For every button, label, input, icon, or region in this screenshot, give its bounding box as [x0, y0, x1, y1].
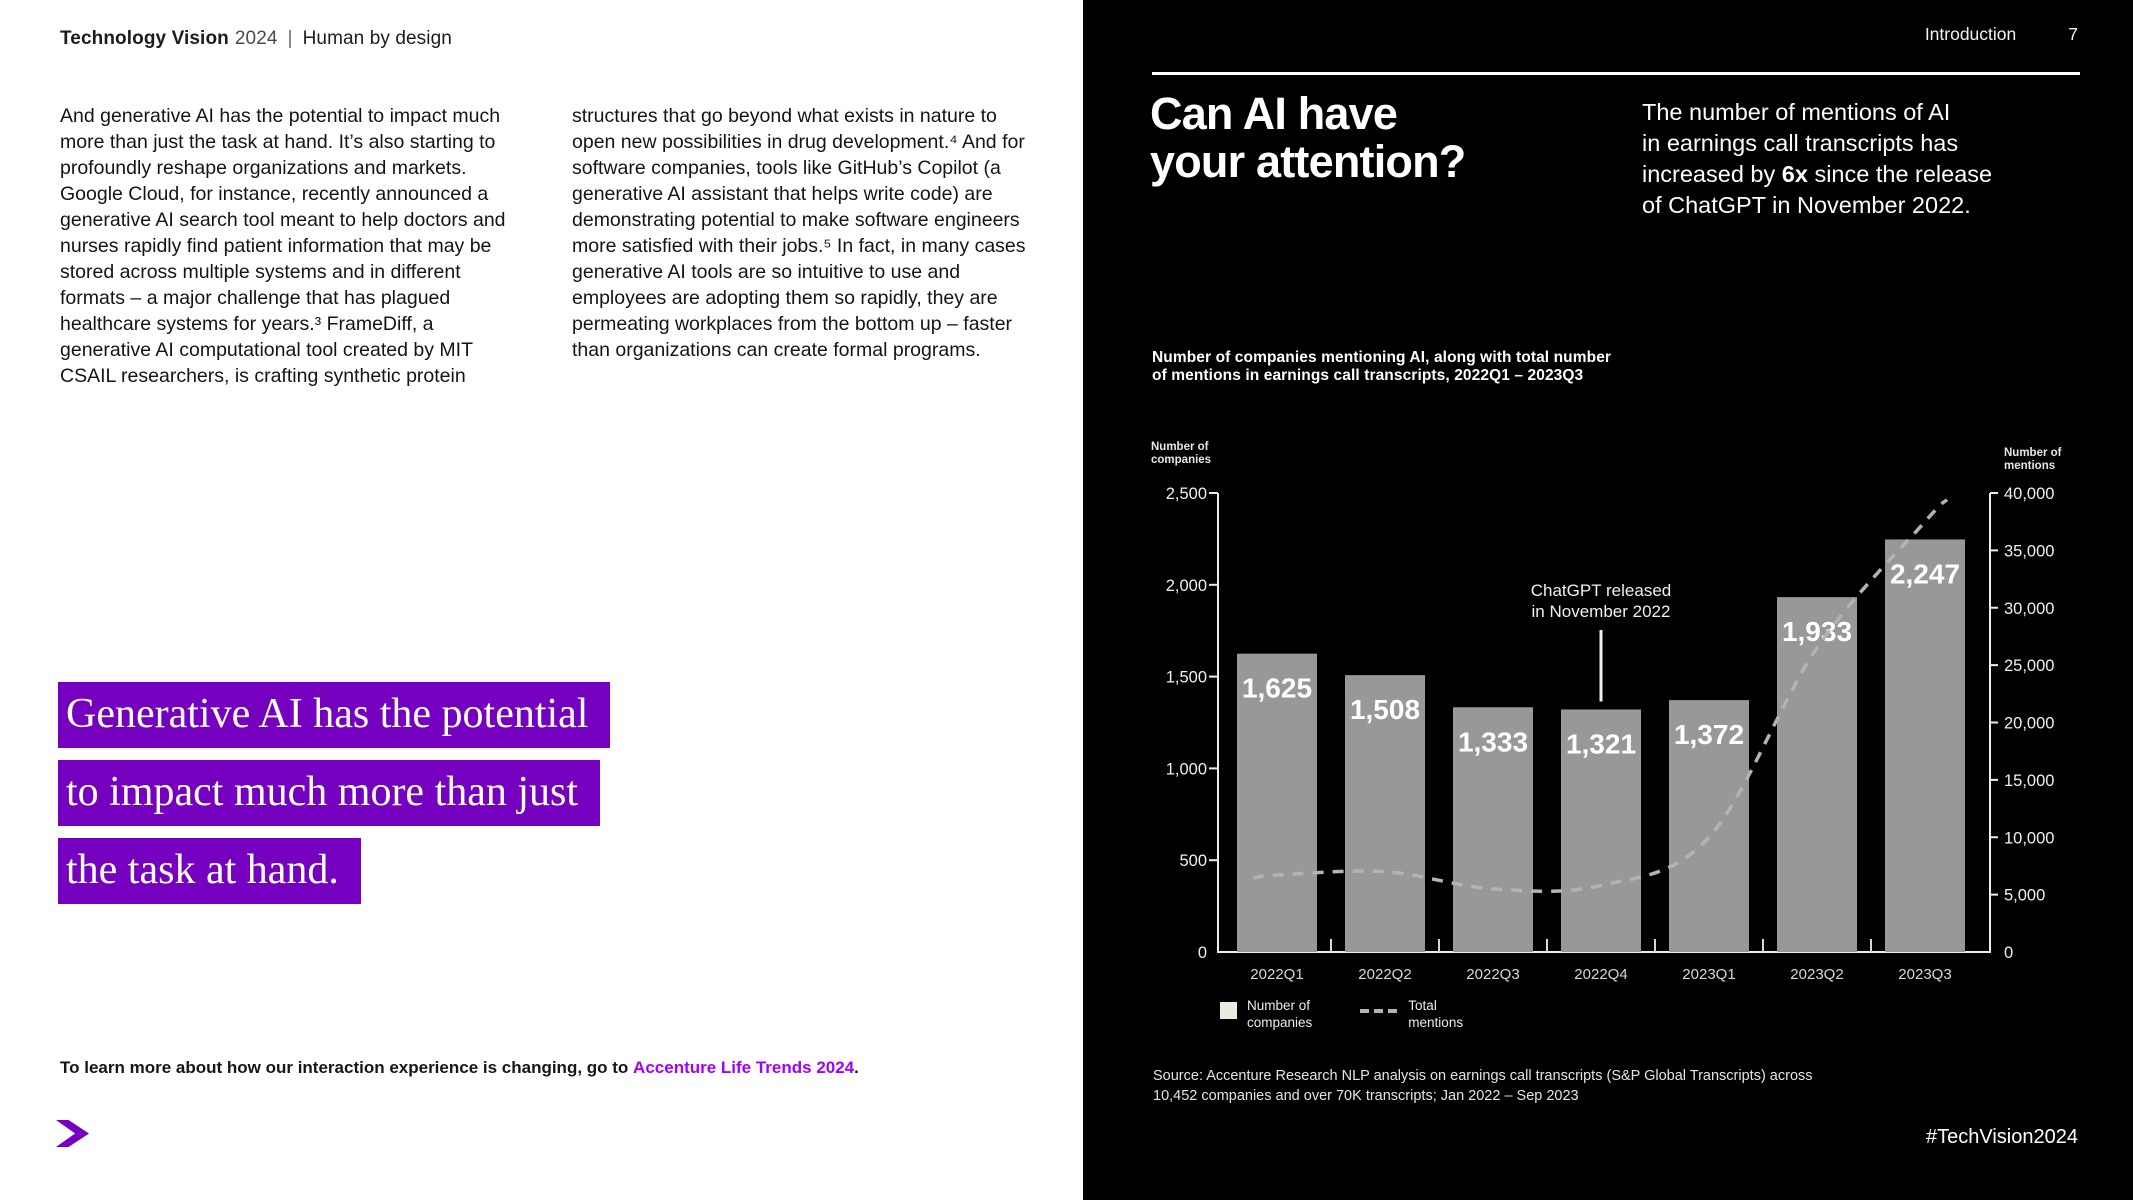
chart-legend	[1220, 998, 1511, 1031]
right-axis-title: Number of	[2004, 447, 2062, 459]
legend-text: companies	[1247, 1014, 1313, 1030]
chart-heading-line-2: of mentions in earnings call transcripts, 2022Q1 – 2023Q3	[1152, 367, 1584, 384]
right-axis-tick-label: 5,000	[2004, 886, 2046, 905]
right-axis-tick-label: 10,000	[2004, 829, 2055, 848]
learn-more-text: To learn more about how our interaction experience is changing, go to	[60, 1058, 634, 1077]
doc-header	[60, 28, 452, 50]
body-text-column-1: And generative AI has the potential to impact much more than just the task at hand. It’s also starting to profoundly reshape organizations and markets. Google Cloud, for instance, recently announced a generative AI search tool meant to help doctors and nurses rapidly find patient information that may be stored across multiple systems and in different formats – a major challenge that has plagued healthcare systems for years.³ FrameDiff, a generative AI computational tool created by MIT CSAIL researchers, is crafting synthetic protein	[60, 105, 506, 387]
chart-heading-line-1: Number of companies mentioning AI, along with total number	[1152, 349, 1612, 366]
pull-quote-line-2: to impact much more than just	[58, 760, 600, 826]
source-line-1: Source: Accenture Research NLP analysis on earnings call transcripts (S&P Global Transcripts) across	[1153, 1068, 1813, 1084]
header-rule	[1152, 72, 2080, 75]
accenture-chevron-logo-icon	[56, 1120, 89, 1147]
legend-text: Number of	[1247, 998, 1311, 1013]
right-axis-title: mentions	[2004, 460, 2056, 472]
x-axis-category-label: 2022Q1	[1250, 966, 1304, 983]
left-axis-tick-label: 2,000	[1165, 576, 1207, 595]
source-line-2: 10,452 companies and over 70K transcripts; Jan 2022 – Sep 2023	[1153, 1088, 1579, 1104]
intro-line: The number of mentions of AI	[1642, 99, 1951, 125]
left-axis-tick-label: 0	[1197, 944, 1207, 962]
page-title-line-2: your attention?	[1150, 136, 1466, 187]
chart-source-note	[1153, 1066, 1813, 1106]
learn-more-note	[60, 1058, 859, 1078]
bar-value-label: 1,372	[1673, 719, 1745, 751]
section-label: Introduction	[1924, 24, 2017, 44]
left-axis-title: companies	[1151, 454, 1212, 466]
bar-value-label: 1,625	[1241, 672, 1313, 704]
page-title	[1150, 90, 1465, 186]
legend-text: mentions	[1408, 1014, 1464, 1030]
mentions-bar-line-chart	[1135, 430, 2133, 1005]
right-axis-tick-label: 30,000	[2004, 599, 2055, 618]
bar-value-label: 1,321	[1565, 728, 1637, 760]
right-axis-tick-label: 0	[2004, 944, 2014, 962]
intro-paragraph	[1642, 97, 1992, 221]
intro-line-post: since the release	[1807, 161, 1993, 187]
bar-swatch-icon	[1220, 1002, 1237, 1019]
pull-quote	[58, 682, 610, 916]
legend-item-companies	[1220, 998, 1312, 1031]
report-subtitle: Human by design	[302, 28, 452, 49]
brand-year: 2024	[234, 28, 278, 49]
right-axis-tick-label: 15,000	[2004, 771, 2055, 790]
pull-quote-line-1: Generative AI has the potential	[58, 682, 610, 748]
page-title-line-1: Can AI have	[1150, 88, 1398, 139]
brand-title: Technology Vision	[60, 28, 229, 49]
bar-value-label: 1,508	[1349, 694, 1421, 726]
life-trends-link[interactable]: Accenture Life Trends 2024	[633, 1058, 855, 1077]
right-axis-tick-label: 40,000	[2004, 485, 2055, 503]
x-axis-category-label: 2022Q2	[1358, 966, 1412, 983]
bar-value-label: 1,333	[1457, 726, 1529, 758]
bar-value-label: 2,247	[1889, 558, 1961, 590]
left-axis-title: Number of	[1151, 441, 1209, 453]
hashtag: #TechVision2024	[1926, 1126, 2078, 1148]
left-axis-tick-label: 1,500	[1165, 668, 1207, 687]
annotation-line-2: in November 2022	[1531, 602, 1671, 621]
left-axis-tick-label: 500	[1179, 852, 1207, 871]
right-axis-tick-label: 20,000	[2004, 714, 2055, 733]
right-axis-tick-label: 35,000	[2004, 542, 2055, 561]
intro-line: in earnings call transcripts has	[1642, 130, 1959, 156]
x-axis-category-label: 2022Q3	[1466, 966, 1520, 983]
page-number: 7	[2068, 24, 2078, 44]
left-axis-tick-label: 1,000	[1165, 760, 1207, 779]
intro-line: of ChatGPT in November 2022.	[1642, 192, 1971, 218]
legend-text: Total	[1408, 998, 1437, 1013]
pull-quote-line-3: the task at hand.	[58, 838, 361, 904]
intro-line	[1642, 159, 1992, 190]
dashed-line-swatch-icon	[1360, 1009, 1398, 1013]
x-axis-category-label: 2023Q1	[1682, 966, 1736, 983]
section-header	[1925, 24, 2078, 45]
legend-label-companies	[1247, 998, 1312, 1031]
body-text-column-2: structures that go beyond what exists in nature to open new possibilities in drug development.⁴ And for software companies, tools like GitHub’s Copilot (a generative AI assistant that helps write code) are demonstrating potential to make software engineers more satisfied with their jobs.⁵ In fact, in many cases generative AI tools are so intuitive to use and employees are adopting them so rapidly, they are permeating workplaces from the bottom up – faster than organizations can create formal programs.	[572, 105, 1026, 361]
legend-label-mentions	[1408, 998, 1463, 1031]
learn-more-period: .	[854, 1058, 859, 1077]
header-separator: |	[287, 28, 293, 49]
left-axis-tick-label: 2,500	[1165, 485, 1207, 503]
legend-item-mentions	[1360, 998, 1463, 1031]
bar-value-label: 1,933	[1781, 616, 1853, 648]
intro-line-pre: increased by	[1642, 161, 1782, 187]
chart-heading	[1152, 349, 1611, 385]
x-axis-category-label: 2023Q3	[1898, 966, 1952, 983]
annotation-line-1: ChatGPT released	[1530, 581, 1672, 600]
right-axis-tick-label: 25,000	[2004, 657, 2055, 676]
x-axis-category-label: 2023Q2	[1790, 966, 1844, 983]
x-axis-category-label: 2022Q4	[1574, 966, 1628, 983]
bar-2023Q3	[1885, 539, 1965, 952]
intro-6x-stat: 6x	[1781, 161, 1808, 187]
